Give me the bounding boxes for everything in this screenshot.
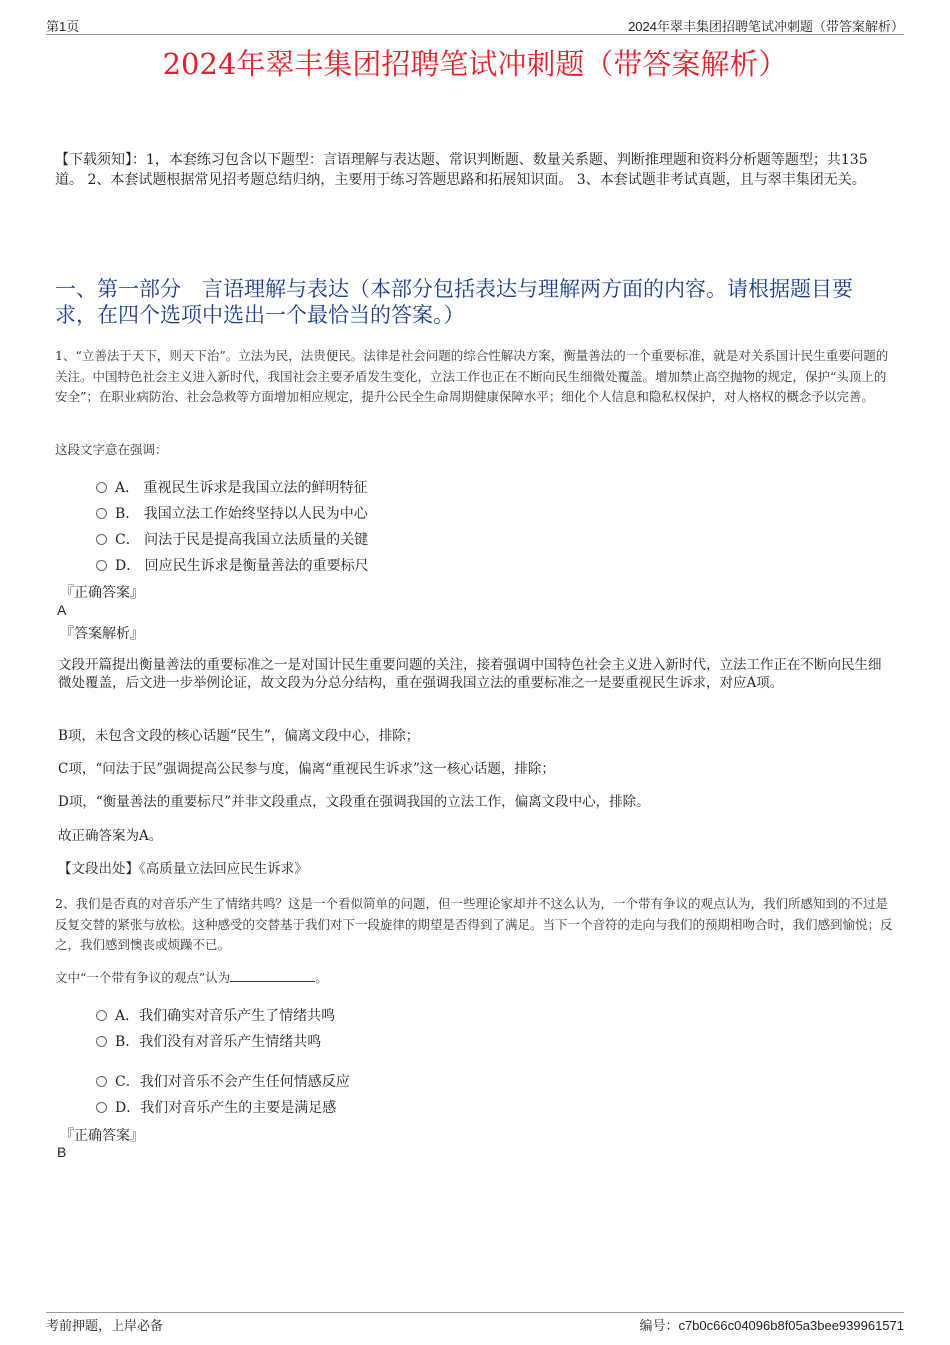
question-2-prompt bbox=[55, 968, 895, 989]
option-b[interactable] bbox=[96, 503, 368, 523]
page-header bbox=[46, 16, 904, 35]
page-footer bbox=[46, 1312, 904, 1334]
option-label: D．我们对音乐产生的主要是满足感 bbox=[115, 1100, 337, 1116]
analysis-paragraph: 故正确答案为A。 bbox=[58, 828, 163, 844]
option-label: C．我们对音乐不会产生任何情感反应 bbox=[115, 1074, 350, 1090]
document-title: 2024年翠丰集团招聘笔试冲刺题（带答案解析） bbox=[162, 47, 788, 81]
option-label: B． 我国立法工作始终坚持以人民为中心 bbox=[115, 506, 368, 522]
option-label: D． 回应民生诉求是衡量善法的重要标尺 bbox=[115, 558, 369, 574]
option-c[interactable] bbox=[96, 1071, 350, 1091]
page-number: 第1页 bbox=[46, 19, 80, 34]
answer-label: 『正确答案』 bbox=[60, 1128, 144, 1144]
answer-blank bbox=[230, 981, 315, 982]
source-citation: 【文段出处】《高质量立法回应民生诉求》 bbox=[58, 861, 308, 877]
analysis-paragraph: D项，“衡量善法的重要标尺”并非文段重点，文段重在强调我国的立法工作，偏离文段中心，排除。 bbox=[58, 794, 650, 810]
radio-icon[interactable] bbox=[96, 1036, 107, 1047]
footer-slogan: 考前押题，上岸必备 bbox=[46, 1319, 164, 1334]
prompt-text: 文中“一个带有争议的观点”认为 bbox=[55, 970, 231, 985]
option-a[interactable] bbox=[96, 1005, 335, 1025]
analysis-paragraph: 文段开篇提出衡量善法的重要标准之一是对国计民生重要问题的关注，接着强调中国特色社会主义进入新时代，立法工作正在不断向民生细微处覆盖，后文进一步举例论证，故文段为分总分结构，重在强调我国立法的重要标准之一是要重视民生诉求，对应A项。 bbox=[58, 657, 882, 691]
radio-icon[interactable] bbox=[96, 1010, 107, 1021]
question-1-prompt: 这段文字意在强调： bbox=[55, 442, 168, 457]
analysis-paragraph: C项，“问法于民”强调提高公民参与度，偏离“重视民生诉求”这一核心话题，排除； bbox=[58, 761, 555, 777]
option-d[interactable] bbox=[96, 555, 369, 575]
radio-icon[interactable] bbox=[96, 508, 107, 519]
analysis-label: 『答案解析』 bbox=[60, 626, 144, 642]
question-2-text: 2、我们是否真的对音乐产生了情绪共鸣？这是一个看似简单的问题，但一些理论家却并不这么认为，一个带有争议的观点认为，我们所感知到的不过是反复交替的紧张与放松。这种感受的交替基于我们对下一段旋律的期望是否得到了满足。当下一个音符的走向与我们的预期相吻合时，我们感到愉悦；反之，我们感到懊丧或烦躁不已。 bbox=[55, 896, 893, 952]
option-b[interactable] bbox=[96, 1031, 321, 1051]
answer-label: 『正确答案』 bbox=[60, 585, 144, 601]
header-title: 2024年翠丰集团招聘笔试冲刺题（带答案解析） bbox=[628, 19, 904, 34]
prompt-end: 。 bbox=[315, 970, 328, 985]
answer-value: A bbox=[57, 602, 67, 618]
answer-value: B bbox=[57, 1144, 67, 1160]
question-1-text: 1、“立善法于天下，则天下治”。立法为民，法贵便民。法律是社会问题的综合性解决方案，衡量善法的一个重要标准，就是对关系国计民生重要问题的关注。中国特色社会主义进入新时代，我国社会主要矛盾发生变化，立法工作也正在不断向民生细微处覆盖。增加禁止高空抛物的规定，保护“头顶上的安全”；在职业病防治、社会急救等方面增加相应规定，提升公民全生命周期健康保障水平；细化个人信息和隐私权保护，对人格权的概念予以完善。 bbox=[55, 348, 889, 404]
radio-icon[interactable] bbox=[96, 534, 107, 545]
document-id: 编号：c7b0c66c04096b8f05a3bee939961571 bbox=[639, 1318, 904, 1333]
radio-icon[interactable] bbox=[96, 482, 107, 493]
analysis-paragraph: B项，未包含文段的核心话题“民生”，偏离文段中心，排除； bbox=[58, 728, 420, 744]
option-label: B．我们没有对音乐产生情绪共鸣 bbox=[115, 1034, 322, 1050]
radio-icon[interactable] bbox=[96, 1102, 107, 1113]
option-label: A．我们确实对音乐产生了情绪共鸣 bbox=[115, 1008, 336, 1024]
radio-icon[interactable] bbox=[96, 560, 107, 571]
option-a[interactable] bbox=[96, 477, 368, 497]
radio-icon[interactable] bbox=[96, 1076, 107, 1087]
section-heading: 一、第一部分 言语理解与表达（本部分包括表达与理解两方面的内容。请根据题目要求，在四个选项中选出一个最恰当的答案。） bbox=[55, 277, 853, 327]
option-label: C． 问法于民是提高我国立法质量的关键 bbox=[115, 532, 369, 548]
option-label: A． 重视民生诉求是我国立法的鲜明特征 bbox=[115, 480, 368, 496]
download-notice: 【下载须知】：1，本套练习包含以下题型：言语理解与表达题、常识判断题、数量关系题、判断推理题和资料分析题等题型；共135道。 2、本套试题根据常见招考题总结归纳，主要用于练习答题思路和拓展知识面。 3、本套试题非考试真题，且与翠丰集团无关。 bbox=[55, 152, 868, 188]
option-c[interactable] bbox=[96, 529, 368, 549]
option-d[interactable] bbox=[96, 1097, 336, 1117]
